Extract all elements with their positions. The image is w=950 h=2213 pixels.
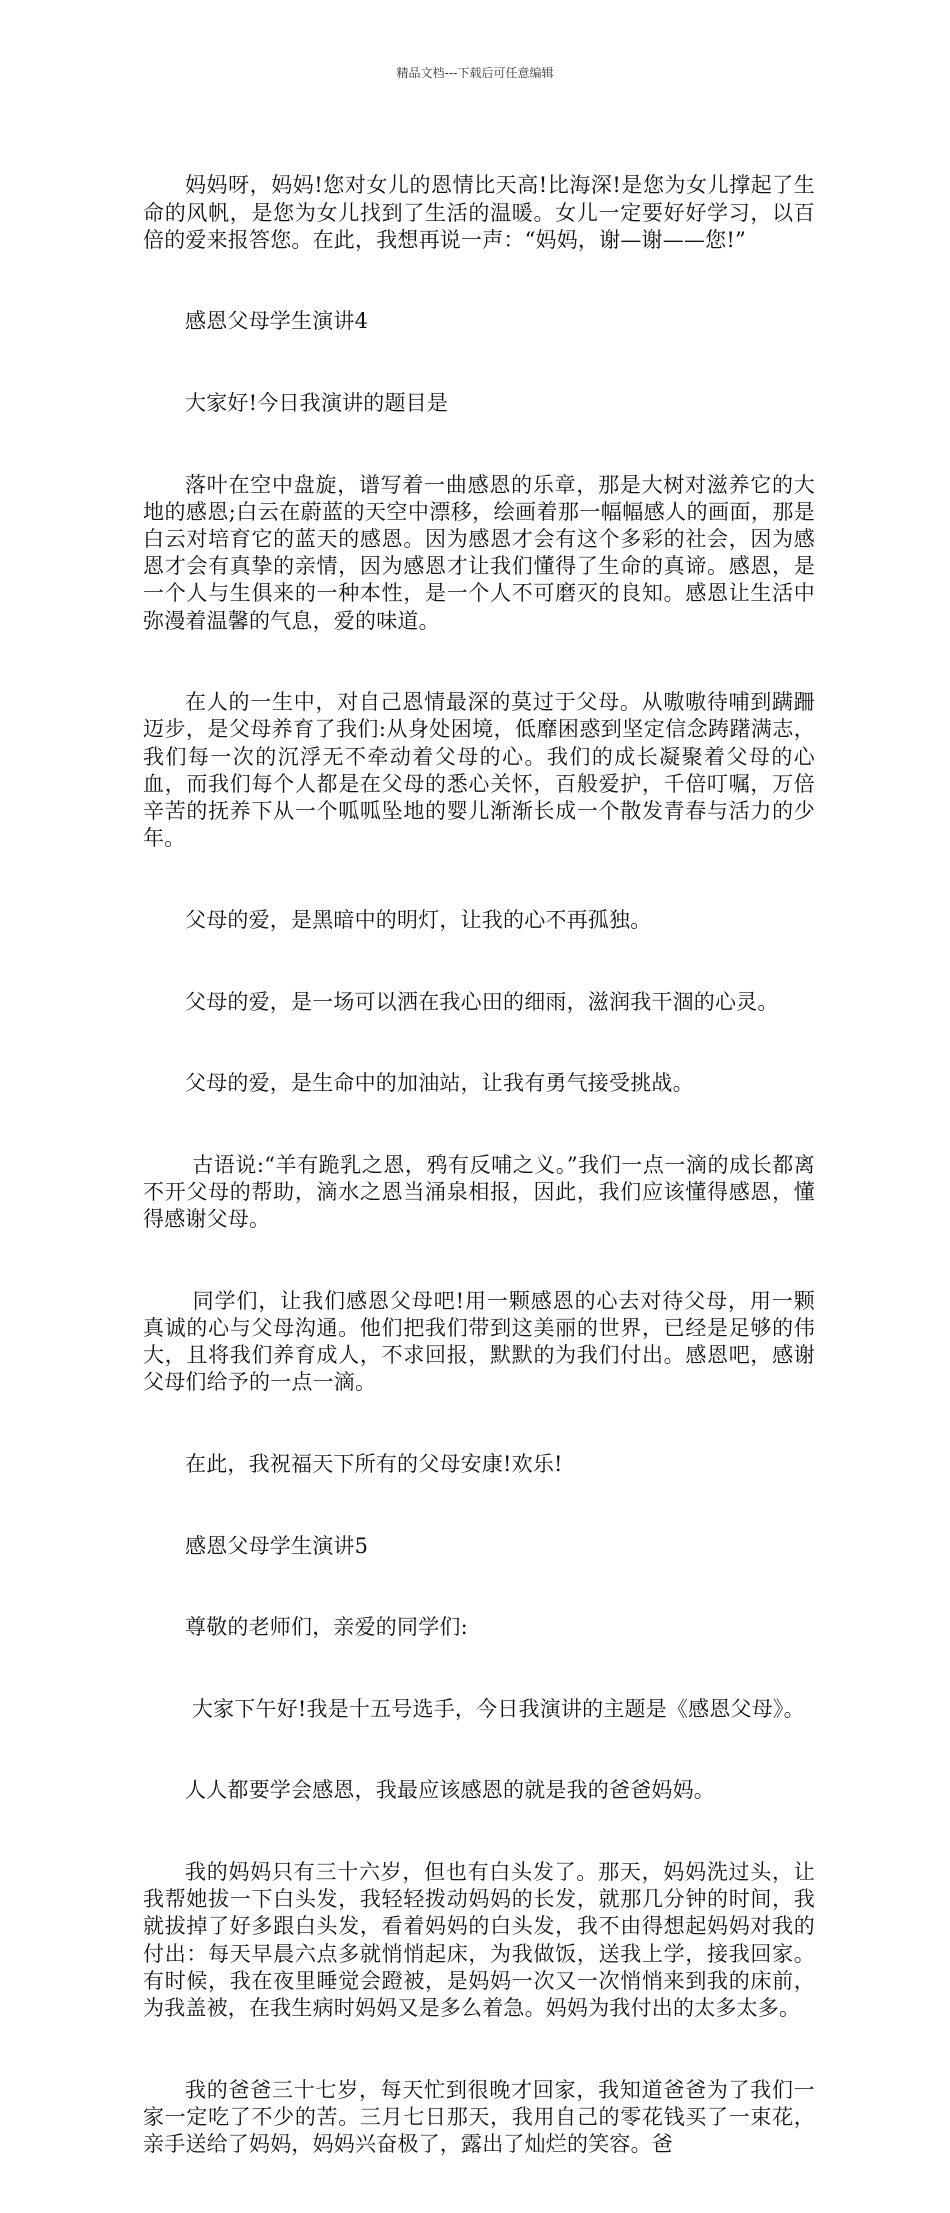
paragraph: 妈妈呀，妈妈!您对女儿的恩情比天高!比海深!是您为女儿撑起了生命的风帆，是您为女儿找到了生活的温暖。女儿一定要好好学习，以百倍的爱来报答您。在此，我想再说一声：“妈妈，谢—谢——您!” xyxy=(143,173,815,252)
paragraph: 大家下午好!我是十五号选手，今日我演讲的主题是《感恩父母》。 xyxy=(185,1696,805,1721)
paragraph: 古语说:“羊有跪乳之恩，鸦有反哺之义。”我们一点一滴的成长都离不开父母的帮助，滴水之恩当涌泉相报，因此，我们应该懂得感恩，懂得感谢父母。 xyxy=(143,1152,815,1232)
section-title: 感恩父母学生演讲5 xyxy=(185,1533,369,1558)
paragraph: 父母的爱，是生命中的加油站，让我有勇气接受挑战。 xyxy=(185,1071,694,1096)
page-header: 精品文档---下载后可任意编辑 xyxy=(396,66,554,80)
paragraph: 大家好!今日我演讲的题目是 xyxy=(185,391,449,416)
paragraph: 父母的爱，是一场可以洒在我心田的细雨，滋润我干涸的心灵。 xyxy=(185,989,779,1014)
section-title: 感恩父母学生演讲4 xyxy=(185,309,369,334)
paragraph: 同学们，让我们感恩父母吧!用一颗感恩的心去对待父母，用一颗真诚的心与父母沟通。他们把我们带到这美丽的世界，已经是足够的伟大，且将我们养育成人，不求回报，默默的为我们付出。感恩吧，感谢父母们给予的一点一滴。 xyxy=(143,1288,815,1395)
paragraph: 人人都要学会感恩，我最应该感恩的就是我的爸爸妈妈。 xyxy=(185,1778,715,1803)
paragraph: 尊敬的老师们，亲爱的同学们: xyxy=(185,1615,468,1640)
body-text xyxy=(143,118,815,2213)
paragraph: 父母的爱，是黑暗中的明灯，让我的心不再孤独。 xyxy=(185,907,652,932)
paragraph: 我的爸爸三十七岁，每天忙到很晚才回家，我知道爸爸为了我们一家一定吃了不少的苦。三月七日那天，我用自己的零花钱买了一束花，亲手送给了妈妈，妈妈兴奋极了，露出了灿烂的笑容。爸 xyxy=(143,2077,815,2157)
paragraph: 在此，我祝福天下所有的父母安康!欢乐! xyxy=(185,1451,563,1476)
paragraph: 落叶在空中盘旋，谱写着一曲感恩的乐章，那是大树对滋养它的大地的感恩;白云在蔚蓝的天空中漂移，绘画着那一幅幅感人的画面，那是白云对培育它的蓝天的感恩。因为感恩才会有这个多彩的社会，因为感恩才会有真挚的亲情，因为感恩才让我们懂得了生命的真谛。感恩，是一个人与生俱来的一种本性，是一个人不可磨灭的良知。感恩让生活中弥漫着温馨的气息，爱的味道。 xyxy=(143,472,815,633)
paragraph: 我的妈妈只有三十六岁，但也有白头发了。那天，妈妈洗过头，让我帮她拔一下白头发，我轻轻拨动妈妈的长发，就那几分钟的时间，我就拔掉了好多跟白头发，看着妈妈的白头发，我不由得想起妈妈对我的付出：每天早晨六点多就悄悄起床，为我做饭，送我上学，接我回家。有时候，我在夜里睡觉会蹬被，是妈妈一次又一次悄悄来到我的床前，为我盖被，在我生病时妈妈又是多么着急。妈妈为我付出的太多太多。 xyxy=(143,1860,815,2021)
paragraph: 在人的一生中，对自己恩情最深的莫过于父母。从嗷嗷待哺到蹒跚迈步，是父母养育了我们:从身处困境，低靡困惑到坚定信念踌躇满志，我们每一次的沉浮无不牵动着父母的心。我们的成长凝聚着父母的心血，而我们每个人都是在父母的悉心关怀，百般爱护，千倍叮嘱，万倍辛苦的抚养下从一个呱呱坠地的婴儿渐渐长成一个散发青春与活力的少年。 xyxy=(143,690,815,851)
